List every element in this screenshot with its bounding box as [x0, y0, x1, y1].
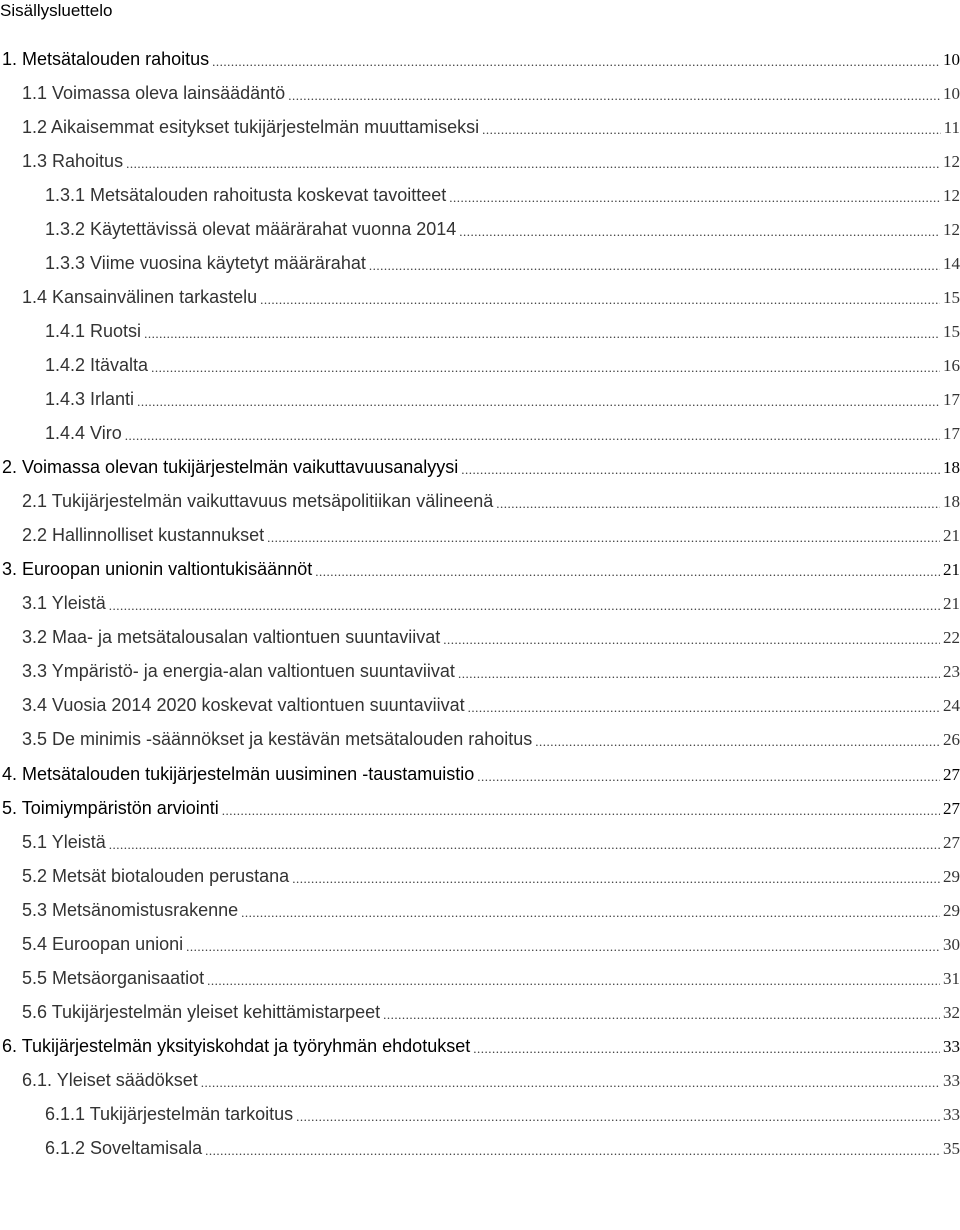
toc-entry-page-number[interactable]: 33 — [943, 1070, 960, 1090]
toc-entry-title[interactable]: 3.5 De minimis -säännökset ja kestävän metsätalouden rahoitus — [22, 729, 533, 750]
dot-leader — [482, 122, 940, 138]
toc-entry-page-number[interactable]: 24 — [943, 696, 960, 716]
toc-entry-page-number[interactable]: 17 — [943, 424, 960, 444]
toc-entry-title[interactable]: 3.2 Maa- ja metsätalousalan valtiontuen suuntaviivat — [22, 627, 441, 648]
toc-entry-line — [2, 1036, 960, 1057]
dot-leader — [458, 666, 940, 682]
toc-entry-title[interactable]: 1.4 Kansainvälinen tarkastelu — [22, 286, 258, 307]
toc-entry-page-number[interactable]: 27 — [943, 832, 960, 852]
toc-entry-title[interactable]: 4. Metsätalouden tukijärjestelmän uusiminen -taustamuistio — [2, 763, 475, 784]
toc-entry-title[interactable]: 3.1 Yleistä — [22, 593, 106, 614]
toc-entry-page-number[interactable]: 12 — [943, 151, 960, 171]
dot-leader — [292, 871, 940, 887]
toc-entry-line — [22, 151, 960, 172]
toc-entry-title[interactable]: 1.4.4 Viro — [45, 423, 122, 444]
toc-entry-page-number[interactable]: 18 — [943, 458, 960, 478]
toc-entry[interactable] — [0, 927, 960, 961]
toc-entry[interactable] — [0, 212, 960, 246]
toc-entry-title[interactable]: 1.4.2 Itävalta — [45, 354, 149, 375]
dot-leader — [468, 700, 940, 716]
dot-leader — [383, 1007, 940, 1023]
toc-entry-title[interactable]: 5.4 Euroopan unioni — [22, 933, 184, 954]
dot-leader — [449, 190, 940, 206]
toc-entry[interactable] — [0, 791, 960, 825]
toc-entry[interactable] — [0, 995, 960, 1029]
dot-leader — [496, 496, 940, 512]
dot-leader — [126, 156, 940, 172]
toc-entry-title[interactable]: 6.1.1 Tukijärjestelmän tarkoitus — [45, 1103, 294, 1124]
toc-entry[interactable] — [0, 417, 960, 451]
toc-entry-line — [22, 934, 960, 955]
toc-entry[interactable] — [0, 178, 960, 212]
dot-leader — [315, 564, 940, 580]
toc-entry-title[interactable]: 5. Toimiympäristön arviointi — [2, 797, 219, 818]
toc-entry-title[interactable]: 1.4.1 Ruotsi — [45, 320, 142, 341]
toc-entry[interactable] — [0, 451, 960, 485]
toc-entry[interactable] — [0, 1063, 960, 1097]
toc-entry-line — [22, 117, 960, 138]
toc-entry[interactable] — [0, 144, 960, 178]
dot-leader — [296, 1109, 940, 1125]
toc-entry[interactable] — [0, 280, 960, 314]
toc-entry-title[interactable]: 2.1 Tukijärjestelmän vaikuttavuus metsäpolitiikan välineenä — [22, 491, 494, 512]
toc-entry-line — [22, 832, 960, 853]
toc-entry-page-number[interactable]: 10 — [943, 49, 960, 69]
toc-entry[interactable] — [0, 655, 960, 689]
toc-entry-title[interactable]: 6. Tukijärjestelmän yksityiskohdat ja työryhmän ehdotukset — [2, 1035, 471, 1056]
dot-leader — [205, 1143, 940, 1159]
toc-entry-line — [2, 457, 960, 478]
toc-entry-title[interactable]: 1.1 Voimassa oleva lainsäädäntö — [22, 82, 286, 103]
toc-entry[interactable] — [0, 587, 960, 621]
toc-entry[interactable] — [0, 1097, 960, 1131]
toc-entry[interactable] — [0, 859, 960, 893]
toc-entry-title[interactable]: 5.6 Tukijärjestelmän yleiset kehittämistarpeet — [22, 1001, 381, 1022]
toc-entry-page-number[interactable]: 23 — [943, 662, 960, 682]
toc-entry-title[interactable]: 3.3 Ympäristö- ja energia-alan valtiontuen suuntaviivat — [22, 661, 455, 682]
toc-entry-line — [2, 798, 960, 819]
toc-entry[interactable] — [0, 382, 960, 416]
dot-leader — [186, 939, 940, 955]
toc-entry-page-number[interactable]: 10 — [943, 83, 960, 103]
toc-entry-line — [22, 661, 960, 682]
toc-entry-line — [22, 287, 960, 308]
toc-entry-line — [45, 321, 960, 342]
toc-entry-title[interactable]: 3. Euroopan unionin valtiontukisäännöt — [2, 559, 313, 580]
toc-entry[interactable] — [0, 1029, 960, 1063]
toc-entry-page-number[interactable]: 31 — [943, 968, 960, 988]
toc-entry-title[interactable]: 1.3.3 Viime vuosina käytetyt määrärahat — [45, 252, 366, 273]
dot-leader — [288, 88, 940, 104]
toc-entry[interactable] — [0, 825, 960, 859]
toc-entry[interactable] — [0, 485, 960, 519]
dot-leader — [109, 837, 940, 853]
dot-leader — [443, 632, 940, 648]
toc-entry-page-number[interactable]: 29 — [943, 900, 960, 920]
toc-entry-title[interactable]: 1. Metsätalouden rahoitus — [2, 48, 210, 69]
toc-entry-page-number[interactable]: 15 — [943, 287, 960, 307]
toc-entry[interactable] — [0, 348, 960, 382]
dot-leader — [125, 428, 940, 444]
toc-entry[interactable] — [0, 76, 960, 110]
dot-leader — [477, 769, 940, 785]
dot-leader — [535, 734, 940, 750]
toc-entry-title[interactable]: 1.3.2 Käytettävissä olevat määrärahat vuonna 2014 — [45, 218, 457, 239]
toc-entry[interactable] — [0, 246, 960, 280]
page-title: Sisällysluettelo — [0, 1, 113, 20]
toc-entry-page-number[interactable]: 16 — [943, 355, 960, 375]
toc-entry-line — [22, 729, 960, 750]
toc-entry-line — [22, 491, 960, 512]
toc-entry-page-number[interactable]: 27 — [943, 764, 960, 784]
dot-leader — [459, 224, 940, 240]
toc-entry-title[interactable]: 1.4.3 Irlanti — [45, 388, 135, 409]
toc-entry[interactable] — [0, 314, 960, 348]
toc-entry-page-number[interactable]: 18 — [943, 492, 960, 512]
toc-entry-page-number[interactable]: 27 — [943, 798, 960, 818]
dot-leader — [461, 462, 940, 478]
toc-entry-title[interactable]: 3.4 Vuosia 2014 2020 koskevat valtiontuen suuntaviivat — [22, 695, 465, 716]
dot-leader — [201, 1075, 940, 1091]
dot-leader — [212, 54, 940, 70]
toc-entry-page-number[interactable]: 14 — [943, 253, 960, 273]
toc-entry-page-number[interactable]: 29 — [943, 866, 960, 886]
toc-entry-line — [22, 1070, 960, 1091]
toc-entry-page-number[interactable]: 22 — [943, 628, 960, 648]
dot-leader — [222, 803, 940, 819]
toc-entry-title[interactable]: 5.2 Metsät biotalouden perustana — [22, 865, 290, 886]
toc-entry-line — [45, 1138, 960, 1159]
toc-entry-title[interactable]: 5.5 Metsäorganisaatiot — [22, 967, 205, 988]
dot-leader — [151, 360, 940, 376]
dot-leader — [260, 292, 940, 308]
toc-entry-page-number[interactable]: 21 — [943, 526, 960, 546]
toc-entry-line — [22, 525, 960, 546]
table-of-contents — [0, 42, 960, 1166]
dot-leader — [207, 973, 940, 989]
dot-leader — [109, 598, 940, 614]
toc-entry[interactable] — [0, 42, 960, 76]
toc-entry-line — [22, 968, 960, 989]
toc-entry[interactable] — [0, 961, 960, 995]
dot-leader — [369, 258, 940, 274]
toc-entry-page-number[interactable]: 33 — [943, 1104, 960, 1124]
toc-entry[interactable] — [0, 893, 960, 927]
toc-entry-line — [45, 219, 960, 240]
toc-entry-page-number[interactable]: 12 — [943, 219, 960, 239]
toc-entry-line — [45, 253, 960, 274]
toc-entry-title[interactable]: 5.1 Yleistä — [22, 831, 106, 852]
toc-entry-line — [45, 355, 960, 376]
toc-entry[interactable] — [0, 553, 960, 587]
toc-entry-page-number[interactable]: 11 — [943, 117, 960, 137]
toc-entry-line — [22, 900, 960, 921]
toc-entry-line — [22, 627, 960, 648]
toc-entry[interactable] — [0, 757, 960, 791]
dot-leader — [473, 1041, 940, 1057]
toc-entry-page-number[interactable]: 21 — [943, 560, 960, 580]
toc-entry-line — [45, 185, 960, 206]
toc-entry-title[interactable]: 2. Voimassa olevan tukijärjestelmän vaikuttavuusanalyysi — [2, 457, 459, 478]
toc-entry-line — [45, 389, 960, 410]
toc-entry[interactable] — [0, 621, 960, 655]
toc-entry-page-number[interactable]: 30 — [943, 934, 960, 954]
toc-entry-line — [22, 83, 960, 104]
toc-entry-page-number[interactable]: 12 — [943, 185, 960, 205]
toc-entry-page-number[interactable]: 21 — [943, 594, 960, 614]
toc-entry-title[interactable]: 6.1. Yleiset säädökset — [22, 1069, 198, 1090]
toc-entry-title[interactable]: 1.2 Aikaisemmat esitykset tukijärjestelmän muuttamiseksi — [22, 116, 480, 137]
toc-entry-line — [22, 695, 960, 716]
toc-entry-page-number[interactable]: 17 — [943, 389, 960, 409]
toc-entry[interactable] — [0, 110, 960, 144]
toc-entry-page-number[interactable]: 26 — [943, 730, 960, 750]
toc-entry-line — [2, 49, 960, 70]
toc-entry-page-number[interactable]: 32 — [943, 1002, 960, 1022]
toc-entry[interactable] — [0, 689, 960, 723]
toc-entry-line — [22, 866, 960, 887]
toc-entry-line — [22, 593, 960, 614]
dot-leader — [137, 394, 940, 410]
toc-entry-title[interactable]: 1.3.1 Metsätalouden rahoitusta koskevat tavoitteet — [45, 184, 447, 205]
toc-entry-page-number[interactable]: 15 — [943, 321, 960, 341]
toc-entry-line — [2, 559, 960, 580]
toc-entry-line — [45, 423, 960, 444]
dot-leader — [241, 905, 940, 921]
toc-entry[interactable] — [0, 1132, 960, 1166]
toc-entry-line — [2, 764, 960, 785]
toc-entry-line — [22, 1002, 960, 1023]
toc-entry-page-number[interactable]: 33 — [943, 1036, 960, 1056]
dot-leader — [267, 530, 940, 546]
toc-entry-title[interactable]: 2.2 Hallinnolliset kustannukset — [22, 525, 265, 546]
toc-entry[interactable] — [0, 519, 960, 553]
toc-entry-title[interactable]: 6.1.2 Soveltamisala — [45, 1138, 203, 1159]
toc-entry-title[interactable]: 5.3 Metsänomistusrakenne — [22, 899, 239, 920]
dot-leader — [144, 326, 940, 342]
toc-entry-title[interactable]: 1.3 Rahoitus — [22, 150, 124, 171]
toc-entry-page-number[interactable]: 35 — [943, 1139, 960, 1159]
toc-entry[interactable] — [0, 723, 960, 757]
toc-entry-line — [45, 1104, 960, 1125]
